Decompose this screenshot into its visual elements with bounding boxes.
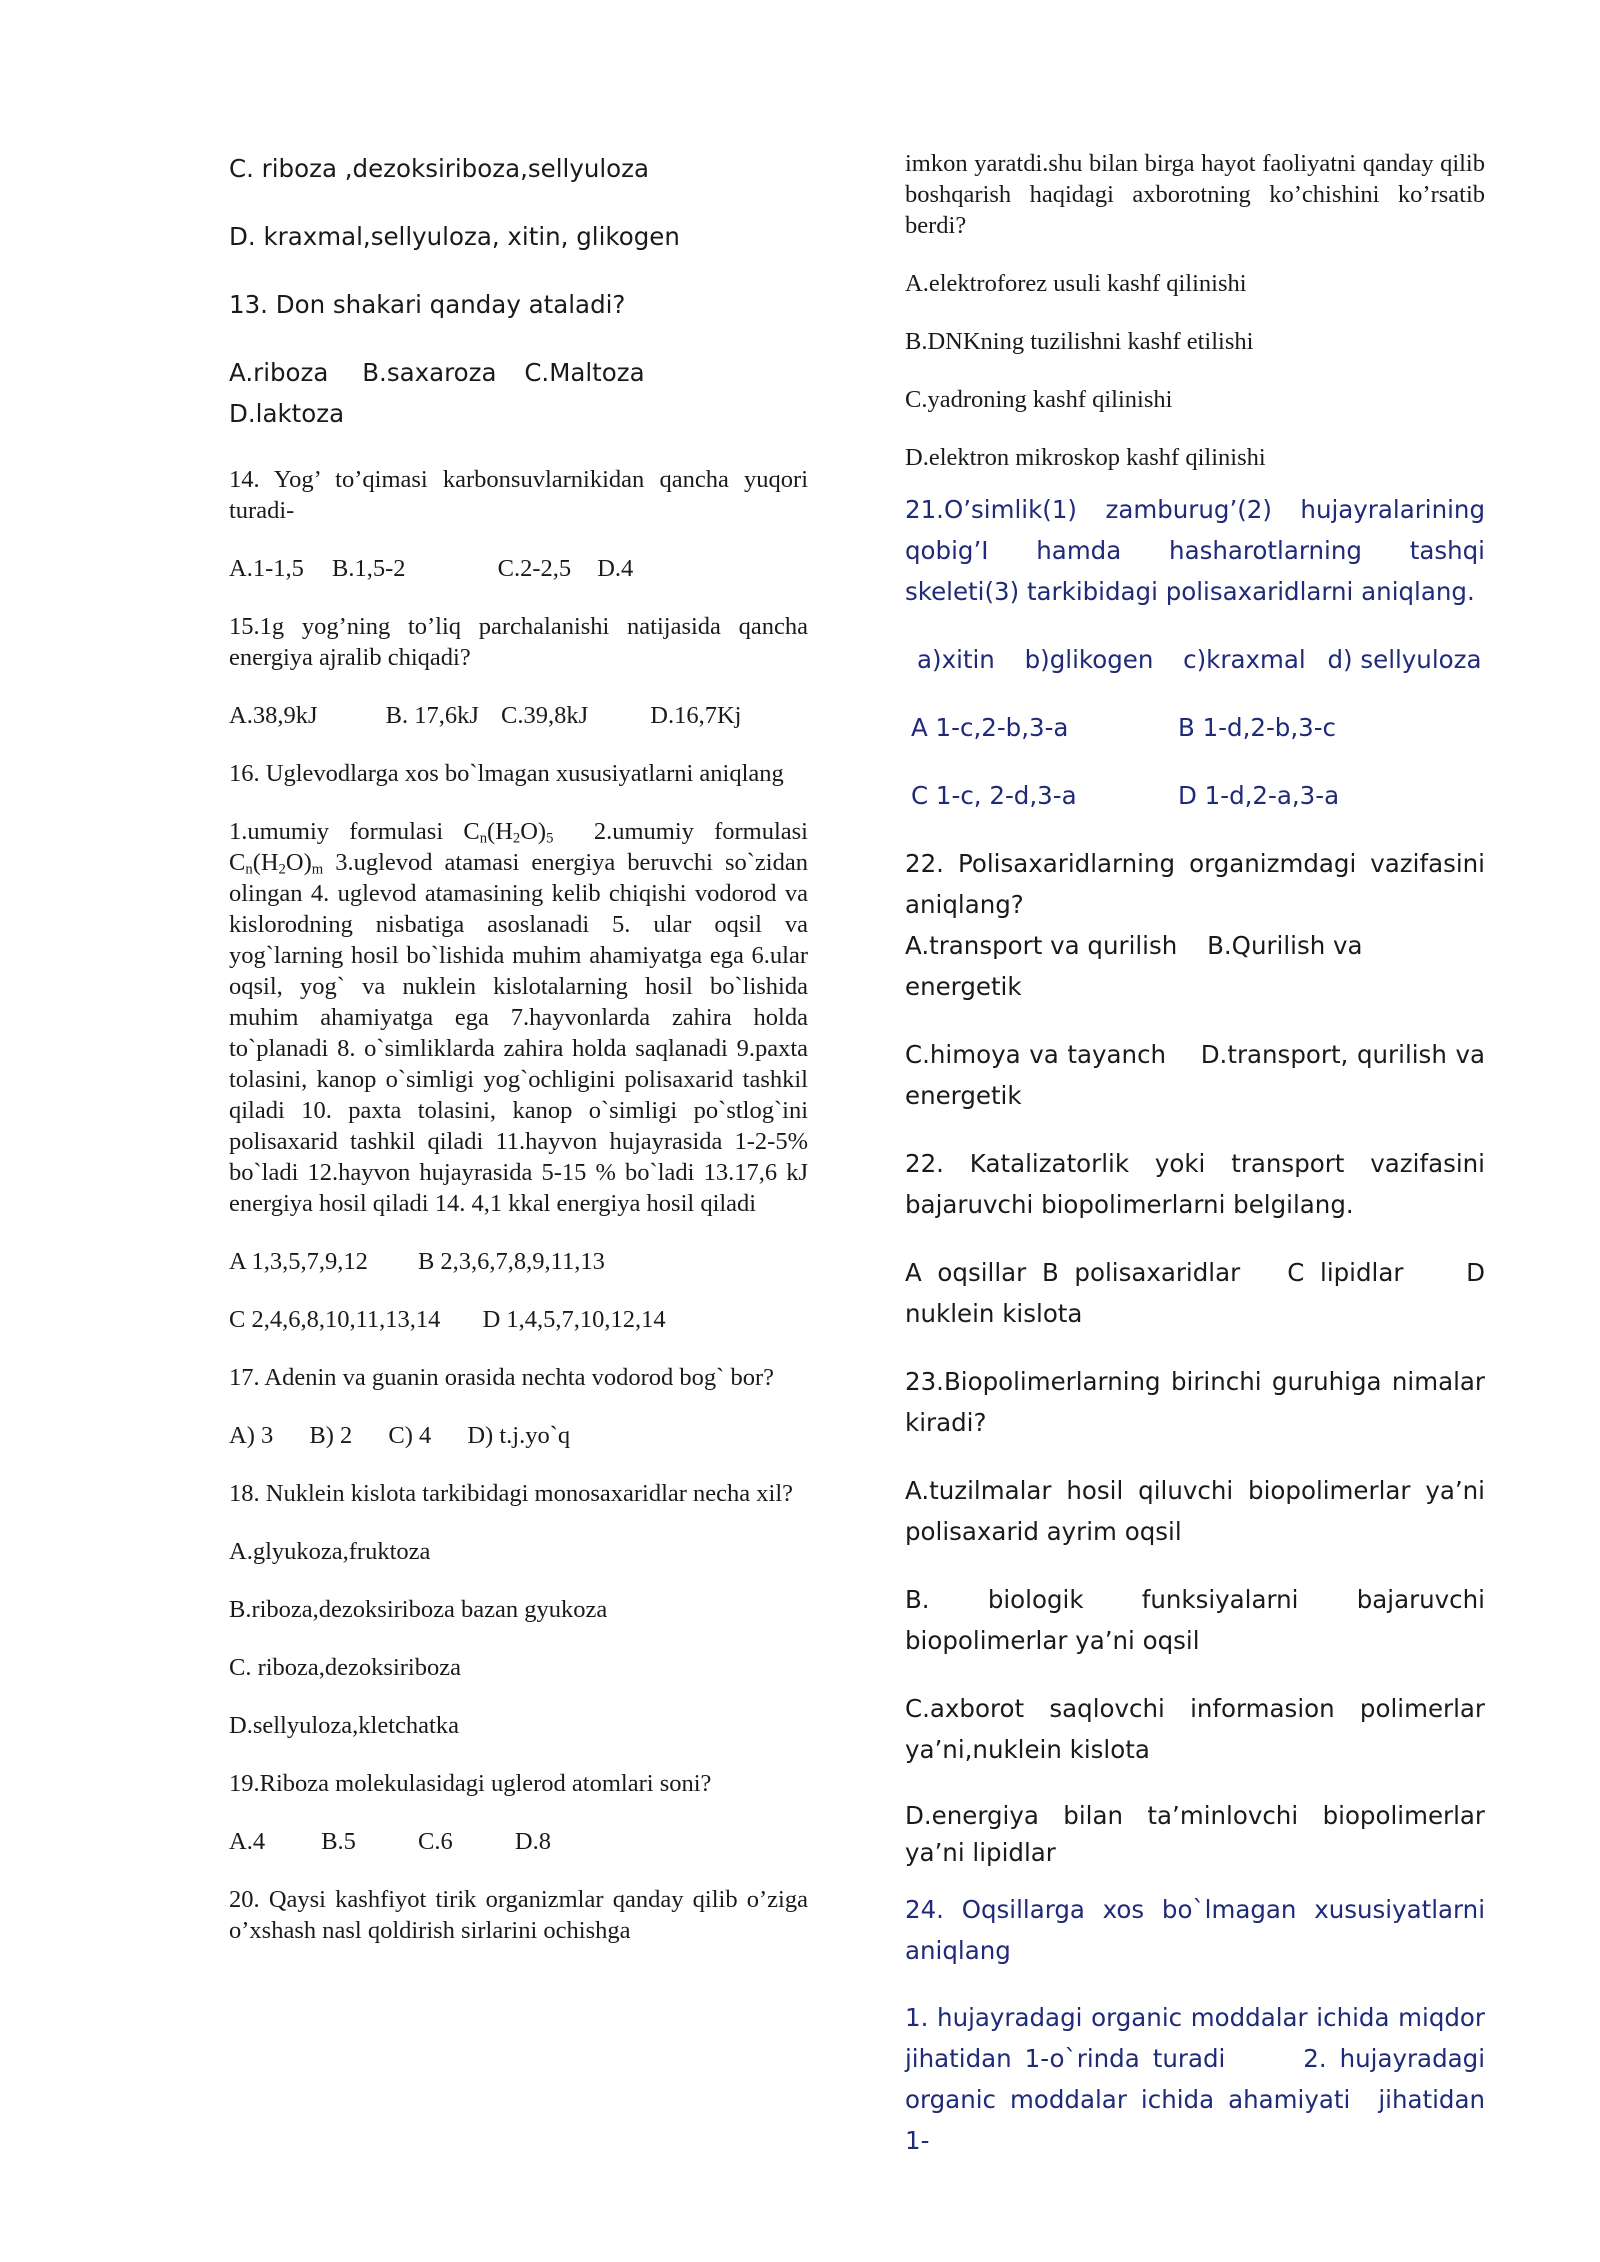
- q16-option-a: A 1,3,5,7,9,12: [229, 1248, 368, 1275]
- q15-question: 15.1g yog’ning to’liq parchalanishi natijasida qancha energiya ajralib chiqadi?: [229, 613, 808, 671]
- q22a-option-c: C.himoya va tayanch: [905, 1040, 1167, 1069]
- q16-text-3: O): [520, 818, 547, 845]
- q17-option-a: A) 3: [229, 1422, 274, 1449]
- q13-option-b: B.saxaroza: [362, 358, 497, 387]
- q16-sub-2: 2: [512, 830, 521, 847]
- q14-option-b: B.1,5-2: [331, 555, 406, 582]
- q17-question: 17. Adenin va guanin orasida nechta vodorod bog` bor?: [229, 1364, 774, 1391]
- q22a-option-d: D.transport, qurilish va energetik: [905, 1040, 1486, 1110]
- q21-item-b: b)glikogen: [1024, 645, 1154, 674]
- q15-option-d: D.16,7Kj: [650, 702, 742, 729]
- q21-items: [905, 639, 1485, 680]
- q18-option-b: B.riboza,dezoksiriboza bazan gyukoza: [229, 1596, 608, 1623]
- q12-option-d: D. kraxmal,sellyuloza, xitin, glikogen: [229, 222, 680, 251]
- q20-option-d: D.elektron mikroskop kashf qilinishi: [905, 444, 1266, 471]
- q16-text-5: (H: [252, 849, 279, 876]
- q16-option-c: C 2,4,6,8,10,11,13,14: [229, 1306, 441, 1333]
- q22b-option-b: B polisaxaridlar: [1041, 1258, 1241, 1287]
- q16-sub-5: 2: [278, 861, 286, 878]
- q21-item-a: a)xitin: [917, 645, 995, 674]
- q20-option-c: C.yadroning kashf qilinishi: [905, 386, 1173, 413]
- q14-options: [229, 553, 808, 584]
- q13-question: 13. Don shakari qanday ataladi?: [229, 290, 626, 319]
- q21-options-row1: [905, 707, 1485, 748]
- q15-options: [229, 700, 808, 731]
- q21-item-c: c)kraxmal: [1183, 645, 1306, 674]
- q21-option-a: A 1-c,2-b,3-a: [911, 713, 1069, 742]
- q23-question: 23.Biopolimerlarning birinchi guruhiga nimalar kiradi?: [905, 1367, 1485, 1437]
- q16-sub-3: 5: [546, 830, 554, 847]
- q22a-option-a: A.transport va qurilish: [905, 931, 1178, 960]
- q22a-options-row2: [905, 1034, 1485, 1116]
- q19-option-c: C.6: [418, 1828, 453, 1855]
- q23-option-c: C.axborot saqlovchi informasion polimerlar ya’ni,nuklein kislota: [905, 1694, 1485, 1764]
- q13-option-c: C.Maltoza: [524, 358, 645, 387]
- left-column: [229, 148, 815, 1946]
- q22b-question: 22. Katalizatorlik yoki transport vazifasini bajaruvchi biopolimerlarni belgilang.: [905, 1149, 1485, 1219]
- q18-question: 18. Nuklein kislota tarkibidagi monosaxaridlar necha xil?: [229, 1480, 794, 1507]
- q16-text-2: (H: [487, 818, 513, 845]
- q22b-option-a: A oqsillar: [905, 1258, 1027, 1287]
- q21-options-row2: [905, 775, 1485, 816]
- q22a-options-row1: [905, 925, 1485, 1007]
- q15-option-a: A.38,9kJ: [229, 702, 318, 729]
- q19-question: 19.Riboza molekulasidagi uglerod atomlari soni?: [229, 1770, 712, 1797]
- q23-option-b: B. biologik funksiyalarni bajaruvchi biopolimerlar ya’ni oqsil: [905, 1585, 1485, 1655]
- q16-text-4: 2.umumiy formulasi C: [229, 818, 815, 876]
- q16-text-1: 1.umumiy formulasi C: [229, 818, 480, 845]
- q23-option-d: D.energiya bilan ta’minlovchi biopolimerlar ya’ni lipidlar: [905, 1801, 1485, 1867]
- q22b-option-d: D nuklein kislota: [905, 1258, 1486, 1328]
- q21-question: 21.O’simlik(1) zamburug’(2) hujayralarining qobig’I hamda hasharotlarning tashqi skeleti(3) tarkibidagi polisaxaridlarni aniqlang.: [905, 495, 1485, 606]
- q20-question: 20. Qaysi kashfiyot tirik organizmlar qanday qilib o’ziga o’xshash nasl qoldirish sirlarini ochishga: [229, 1886, 808, 1944]
- right-column: [905, 148, 1493, 2161]
- q16-option-d: D 1,4,5,7,10,12,14: [482, 1306, 666, 1333]
- q21-item-d: d) sellyuloza: [1327, 645, 1482, 674]
- q19-option-a: A.4: [229, 1828, 266, 1855]
- q21-option-c: C 1-c, 2-d,3-a: [911, 781, 1077, 810]
- q15-option-b: B. 17,6kJ: [385, 702, 479, 729]
- q16-sub-1: n: [479, 830, 488, 847]
- q22b-options: [905, 1252, 1485, 1334]
- q14-question: 14. Yog’ to’qimasi karbonsuvlarnikidan qancha yuqori turadi-: [229, 466, 808, 524]
- q18-option-a: A.glyukoza,fruktoza: [229, 1538, 431, 1565]
- q16-text-6: O): [285, 849, 312, 876]
- q14-option-d: D.4: [597, 555, 634, 582]
- q14-option-a: A.1-1,5: [229, 555, 304, 582]
- q22a-option-b: B.Qurilish va energetik: [905, 931, 1363, 1001]
- q20-option-b: B.DNKning tuzilishni kashf etilishi: [905, 328, 1254, 355]
- q19-option-d: D.8: [514, 1828, 551, 1855]
- q17-option-c: C) 4: [388, 1422, 432, 1449]
- q16-sub-6: m: [311, 861, 324, 878]
- q16-options-row2: [229, 1304, 808, 1335]
- q17-options: [229, 1420, 808, 1451]
- q16-statements: [229, 816, 815, 1219]
- q19-option-b: B.5: [321, 1828, 356, 1855]
- q13-options: [229, 352, 808, 434]
- q18-option-c: C. riboza,dezoksiriboza: [229, 1654, 461, 1681]
- q16-text-7: 3.uglevod atamasi energiya beruvchi so`zidan olingan 4. uglevod atamasining kelib chiqishi vodorod va kislorodning nisbatiga asoslanadi 5. ular oqsil va yog`larning hosil bo`lishida muhim ahamiyatga ega 6.ular oqsil, yog` va nuklein kislotalarning hosil bo`lishida muhim ahamiyatga ega 7.hayvonlarda zahira holda to`planadi 8. o`simliklarda zahira holda saqlanadi 9.paxta tolasini, kanop o`simligi yog`ochligini polisaxarid tashkil qiladi 10. paxta tolasini, kanop o`simligi po`stlog`ini polisaxarid tashkil qiladi 11.hayvon hujayrasida 1-2-5% bo`ladi 12.hayvon hujayrasida 5-15 % bo`ladi 13.17,6 kJ energiya hosil qiladi 14. 4,1 kkal energiya hosil qiladi: [229, 849, 808, 1217]
- q20-question-continued: imkon yaratdi.shu bilan birga hayot faoliyatni qanday qilib boshqarish haqidagi axborotning ko’chishini ko’rsatib berdi?: [905, 150, 1485, 239]
- q13-option-a: A.riboza: [229, 358, 329, 387]
- q15-option-c: C.39,8kJ: [501, 702, 589, 729]
- q13-option-d: D.laktoza: [229, 399, 345, 428]
- q19-options: [229, 1826, 808, 1857]
- q21-option-d: D 1-d,2-a,3-a: [1178, 781, 1340, 810]
- q12-option-c: C. riboza ,dezoksiriboza,sellyuloza: [229, 154, 650, 183]
- q22b-option-c: C lipidlar: [1287, 1258, 1404, 1287]
- q16-option-b: B 2,3,6,7,8,9,11,13: [417, 1248, 605, 1275]
- q16-question: 16. Uglevodlarga xos bo`lmagan xususiyatlarni aniqlang: [229, 760, 784, 787]
- q24-question: 24. Oqsillarga xos bo`lmagan xususiyatlarni aniqlang: [905, 1895, 1485, 1965]
- q16-sub-4: n: [245, 861, 253, 878]
- q17-option-d: D) t.j.yo`q: [467, 1422, 571, 1449]
- q20-option-a: A.elektroforez usuli kashf qilinishi: [905, 270, 1247, 297]
- q23-option-a: A.tuzilmalar hosil qiluvchi biopolimerlar ya’ni polisaxarid ayrim oqsil: [905, 1476, 1485, 1546]
- q16-options-row1: [229, 1246, 808, 1277]
- q18-option-d: D.sellyuloza,kletchatka: [229, 1712, 459, 1739]
- q21-option-b: B 1-d,2-b,3-c: [1178, 713, 1337, 742]
- q14-option-c: C.2-2,5: [497, 555, 572, 582]
- q24-statements: 1. hujayradagi organic moddalar ichida miqdor jihatidan 1-o`rinda turadi 2. hujayradagi organic moddalar ichida ahamiyati jihatidan 1-: [905, 2003, 1493, 2155]
- q17-option-b: B) 2: [309, 1422, 353, 1449]
- q22a-question: 22. Polisaxaridlarning organizmdagi vazifasini aniqlang?: [905, 849, 1485, 919]
